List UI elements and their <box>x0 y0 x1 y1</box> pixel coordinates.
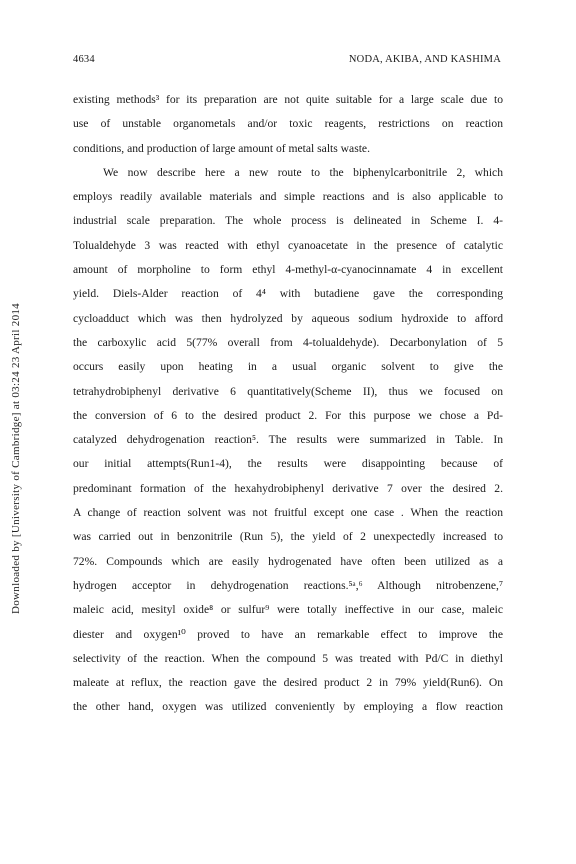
text-line: the carboxylic acid 5(77% overall from 4-tolualdehyde). Decarbonylation of 5 <box>73 335 503 349</box>
text-line: the conversion of 6 to the desired product 2. For this purpose we chose a Pd- <box>73 408 503 422</box>
text-line: maleic acid, mesityl oxide⁸ or sulfur⁹ were totally ineffective in our case, maleic <box>73 603 503 617</box>
text-line: occurs easily upon heating in a usual organic solvent to give the <box>73 360 503 374</box>
text-line: selectivity of the reaction. When the compound 5 was treated with Pd/C in diethyl <box>73 651 503 665</box>
text-line: the other hand, oxygen was utilized conveniently by employing a flow reaction <box>73 700 503 714</box>
text-line: A change of reaction solvent was not fruitful except one case . When the reaction <box>73 506 503 520</box>
text-line: predominant formation of the hexahydrobiphenyl derivative 7 over the desired 2. <box>73 481 503 495</box>
page-number: 4634 <box>73 54 95 65</box>
text-line: Tolualdehyde 3 was reacted with ethyl cyanoacetate in the presence of catalytic <box>73 238 503 252</box>
download-notice: Downloaded by [University of Cambridge] at 03:24 23 April 2014 <box>10 303 22 614</box>
text-line: use of unstable organometals and/or toxic reagents, restrictions on reaction <box>73 117 503 131</box>
text-line: catalyzed dehydrogenation reaction⁵. The results were summarized in Table. In <box>73 433 503 447</box>
text-line: employs readily available materials and simple reactions and is also applicable to <box>73 190 503 204</box>
text-line: conditions, and production of large amount of metal salts waste. <box>73 141 370 155</box>
text-line: hydrogen acceptor in dehydrogenation reactions.⁵ᵃ,⁶ Although nitrobenzene,⁷ <box>73 578 503 592</box>
text-line: cycloadduct which was then hydrolyzed by aqueous sodium hydroxide to afford <box>73 311 503 325</box>
text-line: amount of morpholine to form ethyl 4-methyl-α-cyanocinnamate 4 in excellent <box>73 263 503 277</box>
text-line: was carried out in benzonitrile (Run 5), the yield of 2 unexpectedly increased to <box>73 530 503 544</box>
text-line: maleate at reflux, the reaction gave the desired product 2 in 79% yield(Run6). On <box>73 676 503 690</box>
text-line: yield. Diels-Alder reaction of 4⁴ with butadiene gave the corresponding <box>73 287 503 301</box>
running-title: NODA, AKIBA, AND KASHIMA <box>348 54 501 65</box>
text-line: tetrahydrobiphenyl derivative 6 quantitatively(Scheme II), thus we focused on <box>73 384 503 398</box>
text-line: existing methods³ for its preparation are not quite suitable for a large scale due to <box>73 93 503 106</box>
body-text <box>73 88 503 720</box>
text-line: diester and oxygen¹⁰ proved to have an remarkable effect to improve the <box>73 627 503 641</box>
text-line: our initial attempts(Run1-4), the results were disappointing because of <box>73 457 503 471</box>
text-line: We now describe here a new route to the biphenylcarbonitrile 2, which <box>103 165 503 179</box>
text-line: 72%. Compounds which are easily hydrogenated have often been utilized as a <box>73 554 503 568</box>
text-line: industrial scale preparation. The whole process is delineated in Scheme I. 4- <box>73 214 503 228</box>
